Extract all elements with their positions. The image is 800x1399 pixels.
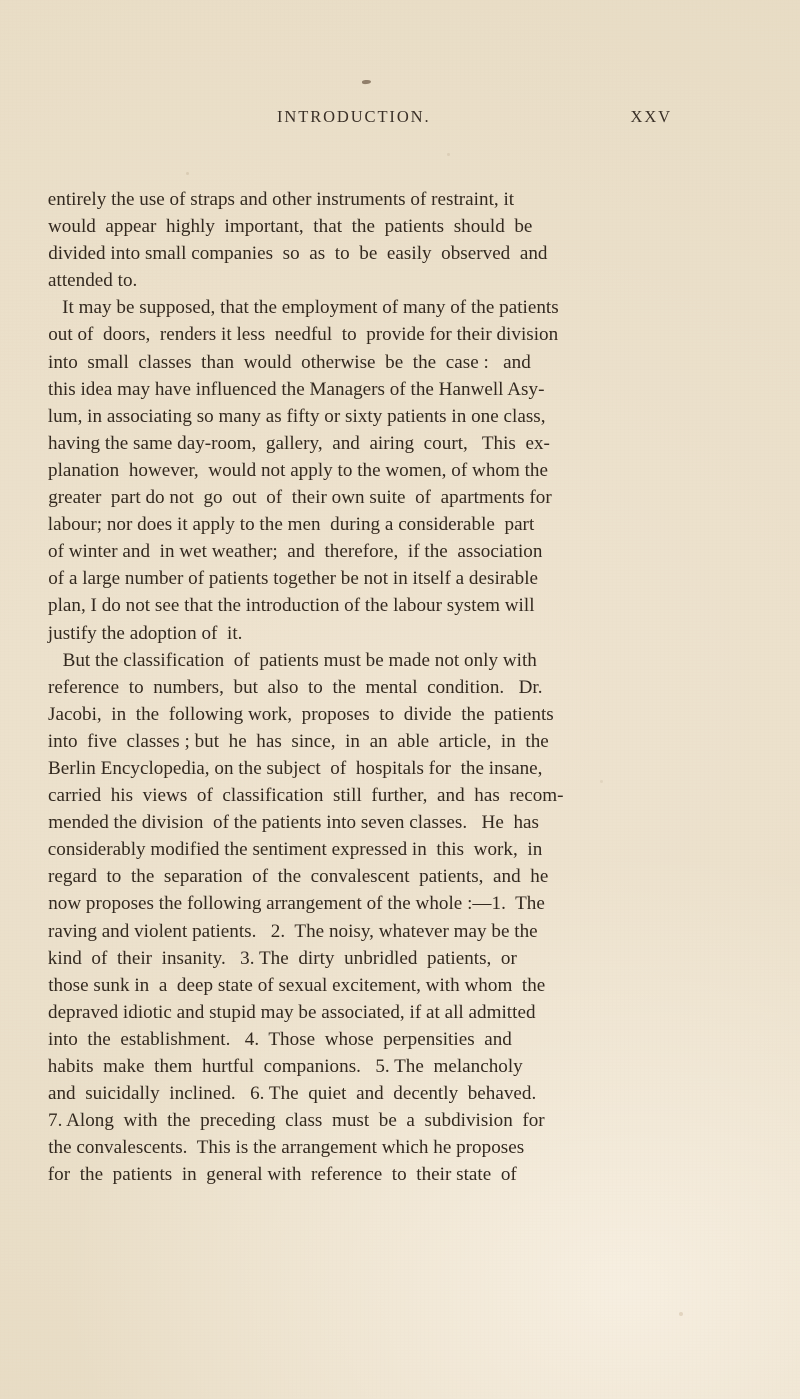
text-line: of a large number of patients together be not in itself a desirable	[48, 568, 539, 590]
text-line: would appear highly important, that the patients should be	[48, 216, 533, 238]
paper-fleck	[186, 172, 189, 175]
text-line: out of doors, renders it less needful to provide for their division	[48, 324, 559, 346]
text-line: habits make them hurtful companions. 5. The melancholy	[47, 1056, 523, 1077]
text-line: having the same day-room, gallery, and airing court, This ex-	[48, 432, 550, 454]
text-line: of winter and in wet weather; and therefore, if the association	[48, 541, 543, 563]
page-number: XXV	[630, 107, 672, 126]
text-line: lum, in associating so many as fifty or sixty patients in one class,	[47, 405, 546, 427]
text-line: into the establishment. 4. Those whose perpensities and	[48, 1028, 512, 1050]
text-line: entirely the use of straps and other instruments of restraint, it	[47, 189, 515, 210]
text-line: reference to numbers, but also to the mental condition. Dr.	[48, 676, 543, 698]
text-line: for the patients in general with reference to their state of	[47, 1164, 517, 1186]
text-line: those sunk in a deep state of sexual excitement, with whom the	[48, 974, 546, 996]
body-text-block	[48, 186, 674, 1188]
ink-speck-artifact	[362, 80, 371, 84]
text-line: greater part do not go out of their own suite of apartments for	[48, 487, 552, 509]
text-line: raving and violent patients. 2. The noisy, whatever may be the	[48, 920, 538, 942]
text-line: planation however, would not apply to the women, of whom the	[48, 459, 548, 481]
text-line: But the classification of patients must be made not only with	[48, 649, 537, 671]
text-line: now proposes the following arrangement of the whole :—1. The	[48, 893, 545, 915]
running-head-title: INTRODUCTION.	[277, 107, 431, 126]
text-line: regard to the separation of the convalescent patients, and he	[48, 866, 549, 888]
text-line: It may be supposed, that the employment of many of the patients	[47, 297, 559, 319]
paper-fleck	[447, 153, 450, 156]
text-line: and suicidally inclined. 6. The quiet and decently behaved.	[48, 1083, 537, 1105]
text-line: this idea may have influenced the Managers of the Hanwell Asy-	[48, 378, 545, 400]
text-line: into five classes ; but he has since, in an able article, in the	[47, 730, 549, 752]
text-line: justify the adoption of it.	[47, 622, 243, 644]
paper-fleck	[679, 1312, 683, 1316]
text-line: considerably modified the sentiment expressed in this work, in	[47, 839, 543, 861]
text-line: kind of their insanity. 3. The dirty unbridled patients, or	[47, 947, 517, 969]
text-line: 7. Along with the preceding class must be a subdivision for	[48, 1110, 545, 1132]
text-line: the convalescents. This is the arrangement which he proposes	[48, 1137, 525, 1159]
text-line: Berlin Encyclopedia, on the subject of hospitals for the insane,	[48, 757, 543, 779]
text-line: plan, I do not see that the introduction of the labour system will	[48, 595, 535, 617]
text-line: Jacobi, in the following work, proposes to divide the patients	[48, 703, 554, 725]
text-line: carried his views of classification still further, and has recom-	[48, 785, 564, 807]
text-line: depraved idiotic and stupid may be associated, if at all admitted	[48, 1001, 536, 1023]
text-line: into small classes than would otherwise be the case : and	[48, 351, 531, 373]
running-head	[48, 107, 672, 129]
text-line: divided into small companies so as to be easily observed and	[48, 243, 548, 265]
text-line: labour; nor does it apply to the men during a considerable part	[47, 514, 535, 536]
text-line: attended to.	[48, 270, 138, 292]
text-line: mended the division of the patients into seven classes. He has	[48, 812, 539, 834]
